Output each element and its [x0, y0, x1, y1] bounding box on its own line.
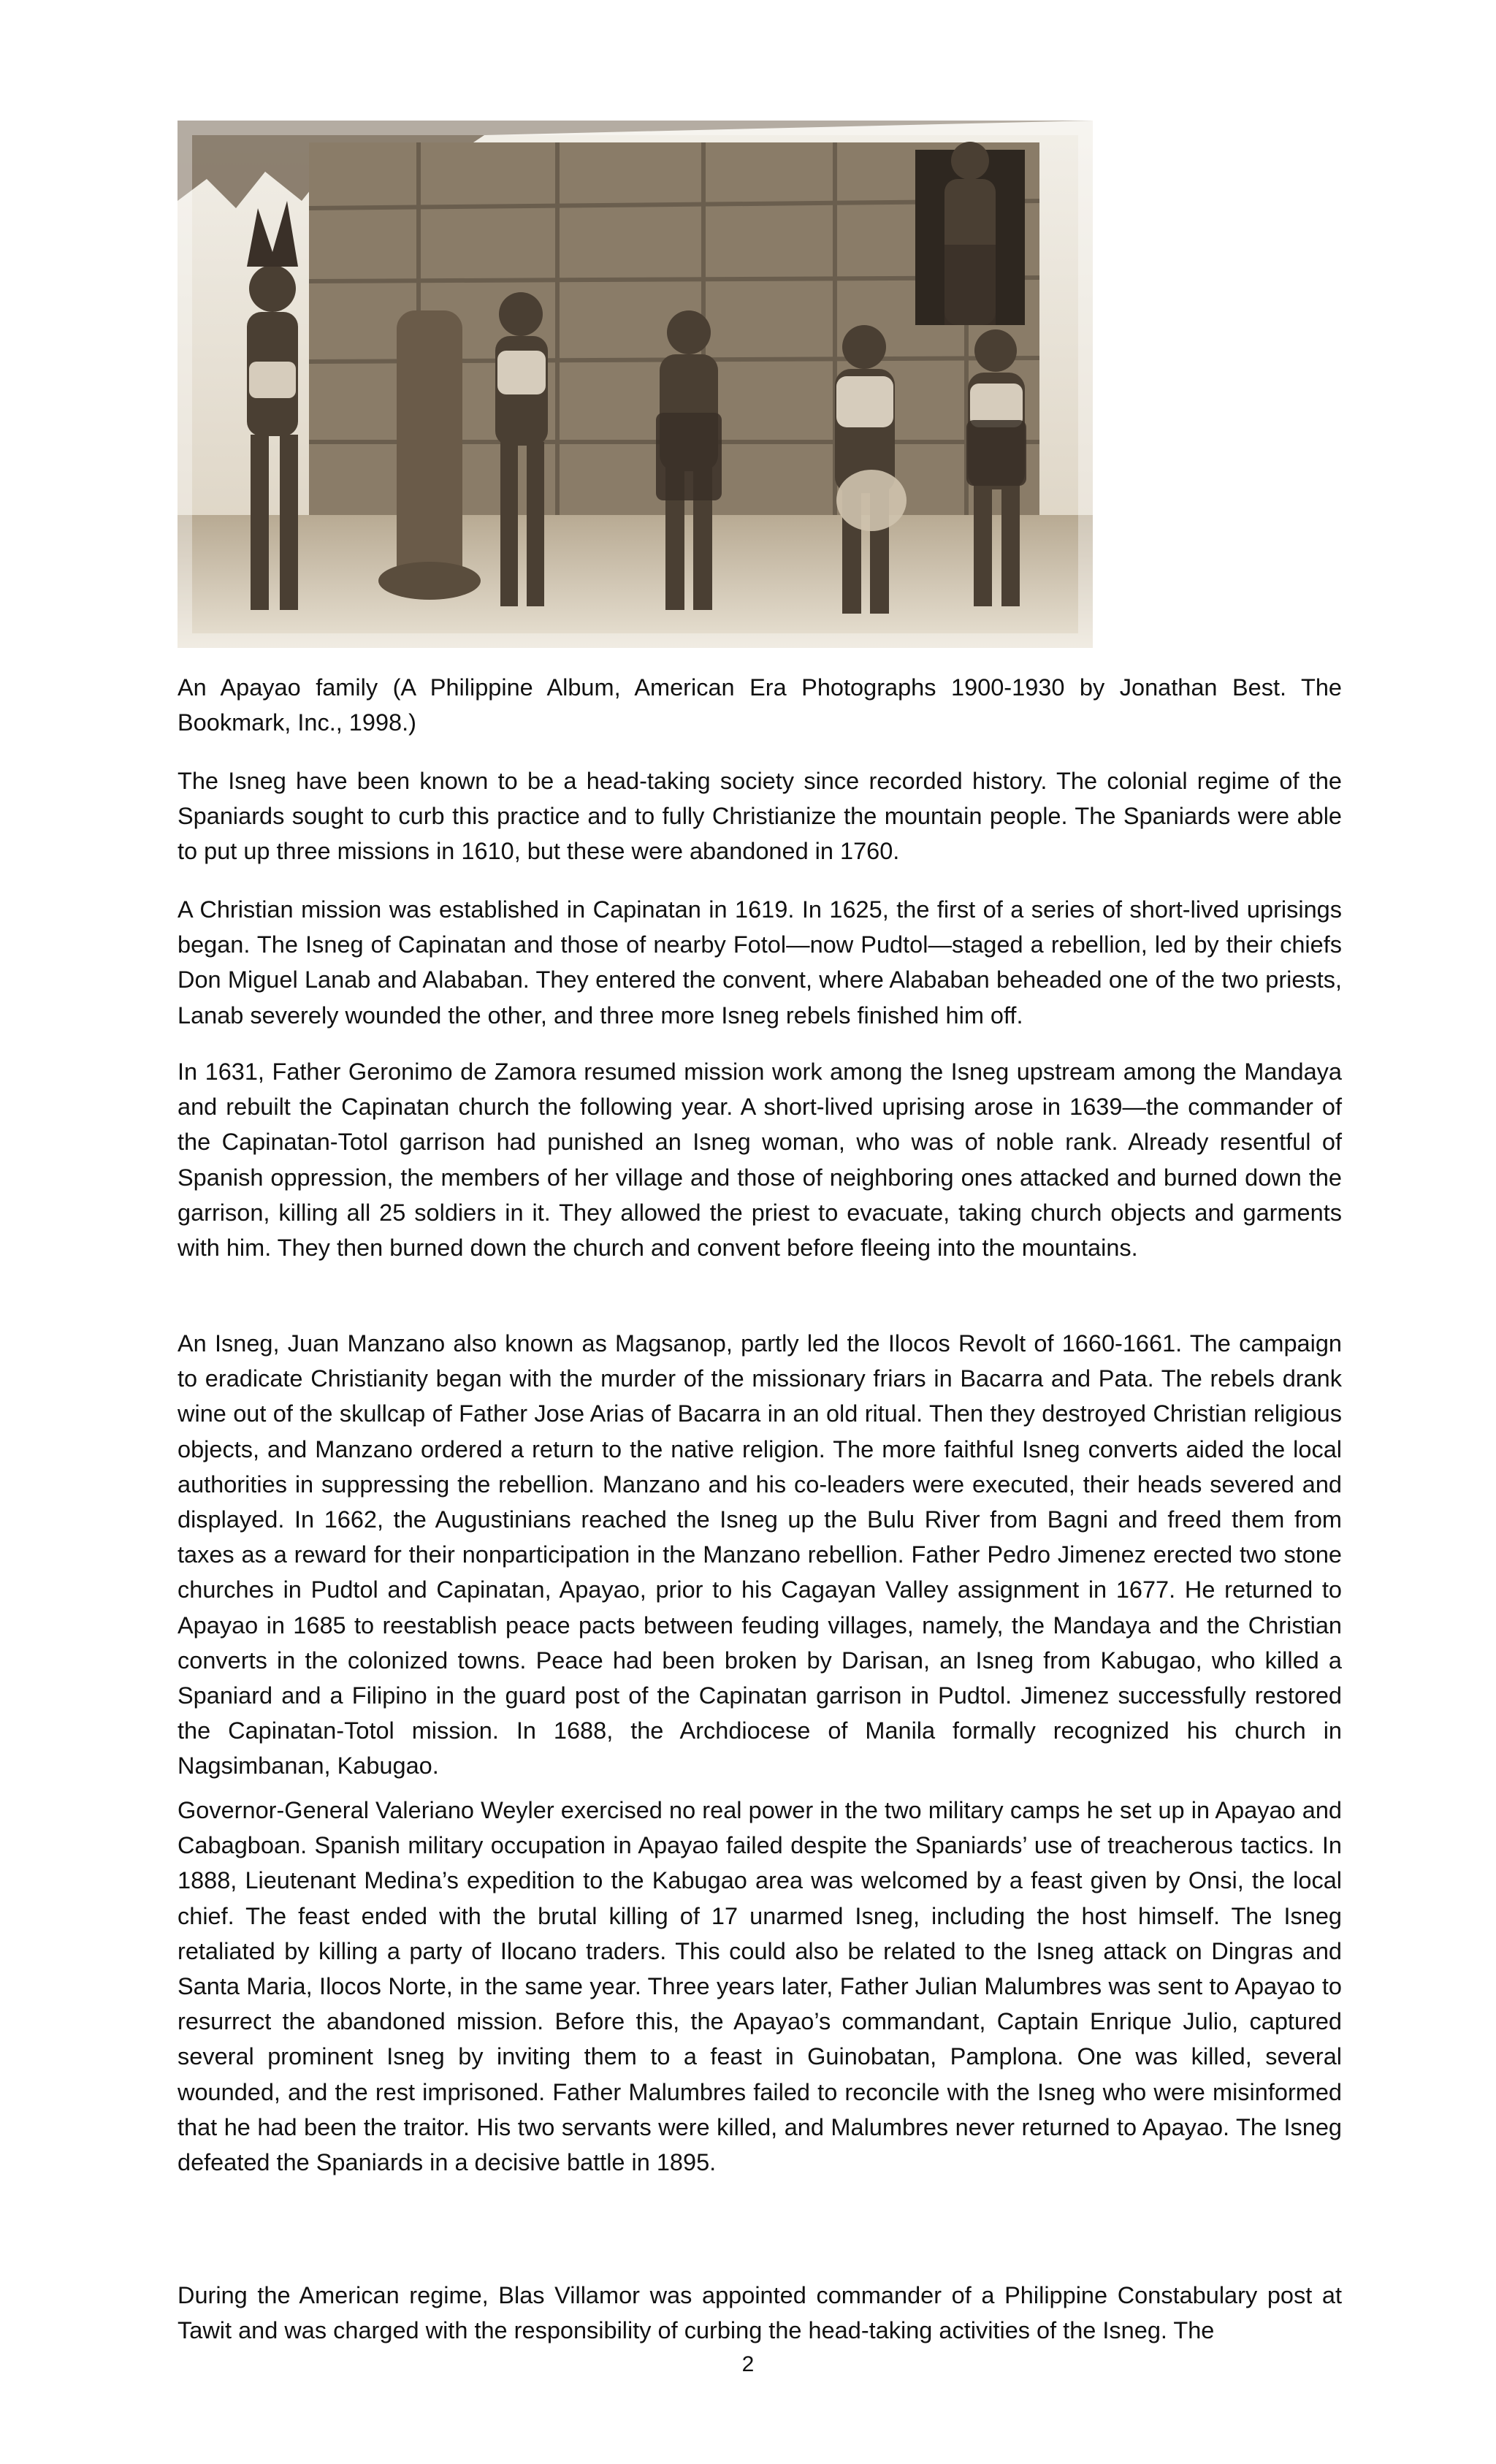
sepia-group-photograph-icon [178, 121, 1093, 648]
family-photograph [178, 121, 1093, 648]
paragraph-3: In 1631, Father Geronimo de Zamora resumed mission work among the Isneg upstream among the Mandaya and rebuilt the Capinatan church the following year. A short-lived uprising arose in 1639—the commander of the Capinatan-Totol garrison had punished an Isneg woman, who was of noble rank. Already resentful of Spanish oppression, the members of her village and those of neighboring ones attacked and burned down the garrison, killing all 25 soldiers in it. They allowed the priest to evacuate, taking church objects and garments with him. They then burned down the church and convent before fleeing into the mountains. [178, 1059, 1342, 1262]
paragraph-1: The Isneg have been known to be a head-taking society since recorded history. The colonial regime of the Spaniards sought to curb this practice and to fully Christianize the mountain people. The Spaniards were able to put up three missions in 1610, but these were abandoned in 1760. [178, 768, 1342, 865]
paragraph-4: An Isneg, Juan Manzano also known as Magsanop, partly led the Ilocos Revolt of 1660-1661. The campaign to eradicate Christianity began with the murder of the missionary friars in Bacarra and Pata. The rebels drank wine out of the skullcap of Father Jose Arias of Bacarra in an old ritual. Then they destroyed Christian religious objects, and Manzano ordered a return to the native religion. The more faithful Isneg converts aided the local authorities in suppressing the rebellion. Manzano and his co-leaders were executed, their heads severed and displayed. In 1662, the Augustinians reached the Isneg up the Bulu River from Bagni and freed them from taxes as a reward for their nonparticipation in the Manzano rebellion. Father Pedro Jimenez erected two stone churches in Pudtol and Capinatan, Apayao, prior to his Cagayan Valley assignment in 1677. He returned to Apayao in 1685 to reestablish peace pacts between feuding villages, namely, the Mandaya and the Christian converts in the colonized towns. Peace had been broken by Darisan, an Isneg from Kabugao, who killed a Spaniard and a Filipino in the guard post of the Capinatan garrison in Pudtol. Jimenez successfully restored the Capinatan-Totol mission. In 1688, the Archdiocese of Manila formally recognized his church in Nagsimbanan, Kabugao. [178, 1330, 1342, 1780]
paragraph-5: Governor-General Valeriano Weyler exercised no real power in the two military camps he set up in Apayao and Cabagboan. Spanish military occupation in Apayao failed despite the Spaniards’ use of treacherous tactics. In 1888, Lieutenant Medina’s expedition to the Kabugao area was welcomed by a feast given by Onsi, the local chief. The feast ended with the brutal killing of 17 unarmed Isneg, including the host himself. The Isneg retaliated by killing a party of Ilocano traders. This could also be related to the Isneg attack on Dingras and Santa Maria, Ilocos Norte, in the same year. Three years later, Father Julian Malumbres was sent to Apayao to resurrect the abandoned mission. Before this, the Apayao’s commandant, Captain Enrique Julio, captured several prominent Isneg by inviting them to a feast in Guinobatan, Pamplona. One was killed, several wounded, and the rest imprisoned. Father Malumbres failed to reconcile with the Isneg who were misinformed that he had been the traitor. His two servants were killed, and Malumbres never returned to Apayao. The Isneg defeated the Spaniards in a decisive battle in 1895. [178, 1797, 1342, 2176]
paragraph-2: A Christian mission was established in Capinatan in 1619. In 1625, the first of a series of short-lived uprisings began. The Isneg of Capinatan and those of nearby Fotol—now Pudtol—staged a rebellion, led by their chiefs Don Miguel Lanab and Alababan. They entered the convent, where Alababan beheaded one of the two priests, Lanab severely wounded the other, and three more Isneg rebels finished him off. [178, 896, 1342, 1029]
page-number: 2 [741, 2352, 755, 2376]
photo-caption: An Apayao family (A Philippine Album, American Era Photographs 1900-1930 by Jonathan Best. The Bookmark, Inc., 1998.) [178, 674, 1342, 736]
paragraph-6: During the American regime, Blas Villamor was appointed commander of a Philippine Constabulary post at Tawit and was charged with the responsibility of curbing the head-taking activities of the Isneg. The [178, 2282, 1342, 2344]
